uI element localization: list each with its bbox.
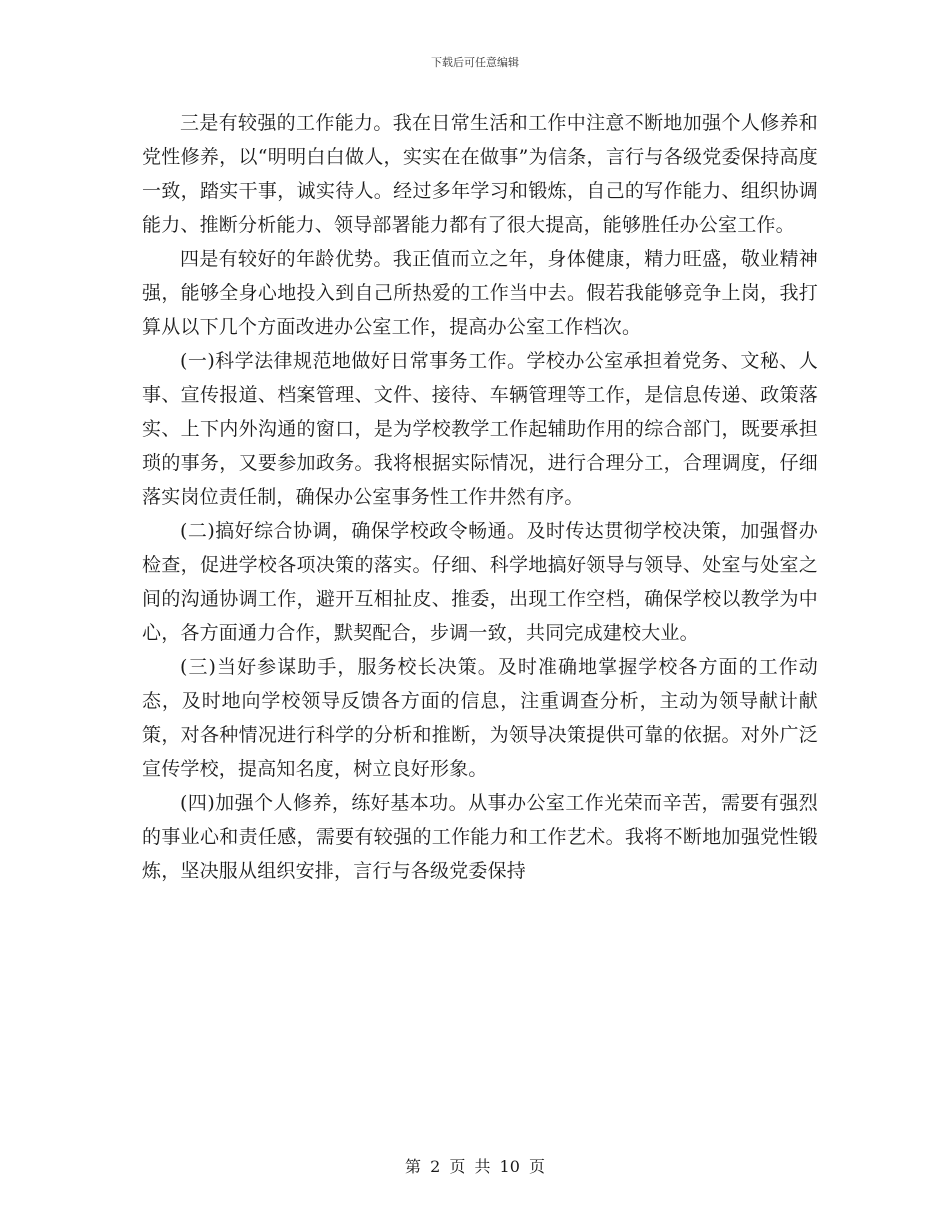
paragraph-age-advantage: 四是有较好的年龄优势。我正值而立之年，身体健康，精力旺盛，敬业精神强，能够全身心地投入到自己所热爱的工作当中去。假若我能够竞争上岗，我打算从以下几个方面改进办公室工作，提高办公室工作档次。 [142,248,818,338]
page-number: 第 2 页 共 10 页 [405,1157,545,1176]
paragraph-advisor: (三)当好参谋助手，服务校长决策。及时准确地掌握学校各方面的工作动态，及时地向学校领导反馈各方面的信息，注重调查分析，主动为领导献计献策，对各种情况进行科学的分析和推断，为领导决策提供可靠的依据。对外广泛宣传学校，提高知名度，树立良好形象。 [142,656,818,780]
document-body [142,106,818,888]
paragraph-self-cultivation: (四)加强个人修养，练好基本功。从事办公室工作光荣而辛苦，需要有强烈的事业心和责任感，需要有较强的工作能力和工作艺术。我将不断地加强党性锻炼，坚决服从组织安排，言行与各级党委保持 [142,792,818,882]
page-header: 下载后可任意编辑 [431,56,519,69]
paragraph-daily-affairs: (一)科学法律规范地做好日常事务工作。学校办公室承担着党务、文秘、人事、宣传报道、档案管理、文件、接待、车辆管理等工作，是信息传递、政策落实、上下内外沟通的窗口，是为学校教学工作起辅助作用的综合部门，既要承担琐的事务，又要参加政务。我将根据实际情况，进行合理分工，合理调度，仔细落实岗位责任制，确保办公室事务性工作井然有序。 [142,350,818,508]
paragraph-coordination: (二)搞好综合协调，确保学校政令畅通。及时传达贯彻学校决策，加强督办检查，促进学校各项决策的落实。仔细、科学地搞好领导与领导、处室与处室之间的沟通协调工作，避开互相扯皮、推委，出现工作空档，确保学校以教学为中心，各方面通力合作，默契配合，步调一致，共同完成建校大业。 [142,520,818,644]
paragraph-work-ability: 三是有较强的工作能力。我在日常生活和工作中注意不断地加强个人修养和党性修养，以“明明白白做人，实实在在做事”为信条，言行与各级党委保持高度一致，踏实干事，诚实待人。经过多年学习和锻炼，自己的写作能力、组织协调能力、推断分析能力、领导部署能力都有了很大提高，能够胜任办公室工作。 [142,112,818,236]
